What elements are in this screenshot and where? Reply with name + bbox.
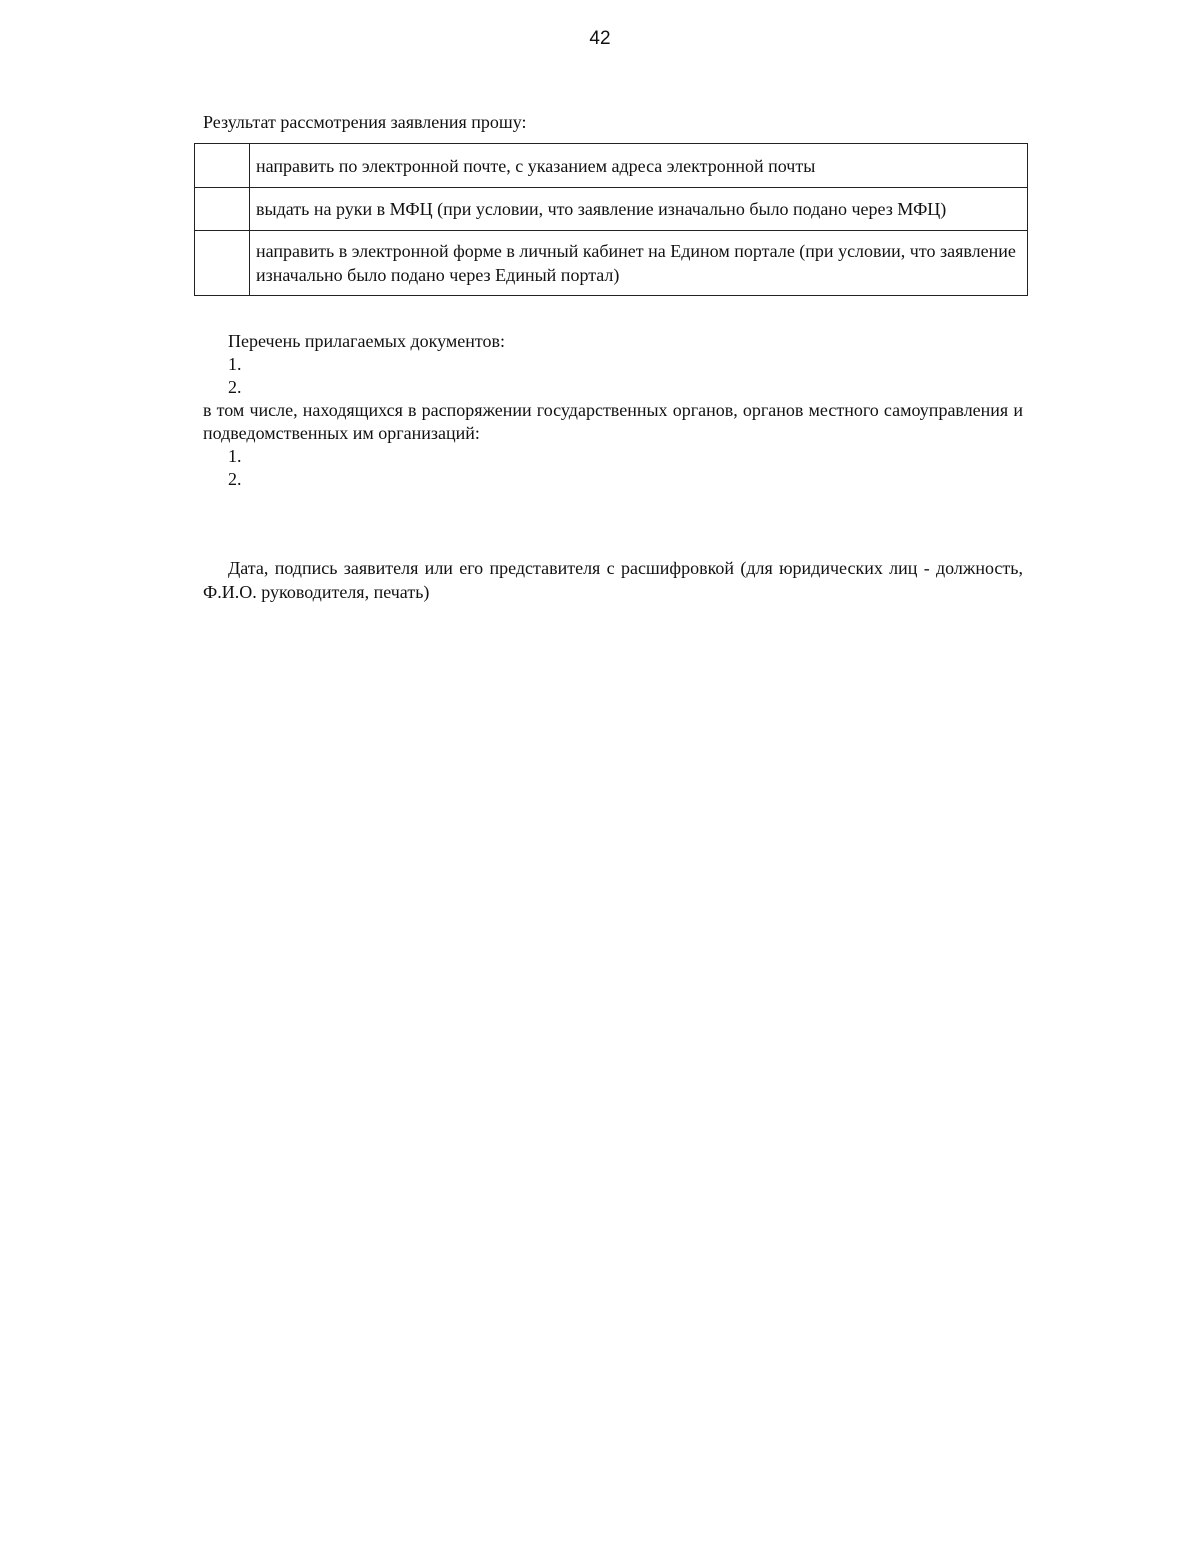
option-label-mfc: выдать на руки в МФЦ (при условии, что заявление изначально было подано через МФЦ)	[250, 188, 1028, 231]
sub-attachment-item-1: 1.	[228, 446, 242, 466]
sub-attachment-item-2: 2.	[228, 469, 242, 489]
option-row-mfc	[195, 188, 1028, 231]
option-label-portal: направить в электронной форме в личный кабинет на Едином портале (при условии, что заявление изначально было подано через Единый портал)	[250, 231, 1028, 296]
signature-line: Дата, подпись заявителя или его представителя с расшифровкой (для юридических лиц - должность, Ф.И.О. руководителя, печать)	[203, 558, 1023, 602]
page-number: 42	[589, 28, 611, 49]
option-checkbox-email[interactable]	[195, 144, 250, 188]
attachments-section	[203, 330, 1023, 491]
result-options-table	[194, 143, 1028, 296]
option-row-email	[195, 144, 1028, 188]
attachments-subheading: в том числе, находящихся в распоряжении государственных органов, органов местного самоуправления и подведомственных им организаций:	[203, 400, 1023, 443]
attachment-item-2: 2.	[228, 377, 242, 397]
option-row-portal	[195, 231, 1028, 296]
option-checkbox-mfc[interactable]	[195, 188, 250, 231]
option-label-email: направить по электронной почте, с указанием адреса электронной почты	[250, 144, 1028, 188]
request-intro: Результат рассмотрения заявления прошу:	[203, 112, 527, 132]
attachments-heading: Перечень прилагаемых документов:	[228, 331, 506, 351]
attachment-item-1: 1.	[228, 354, 242, 374]
option-checkbox-portal[interactable]	[195, 231, 250, 296]
